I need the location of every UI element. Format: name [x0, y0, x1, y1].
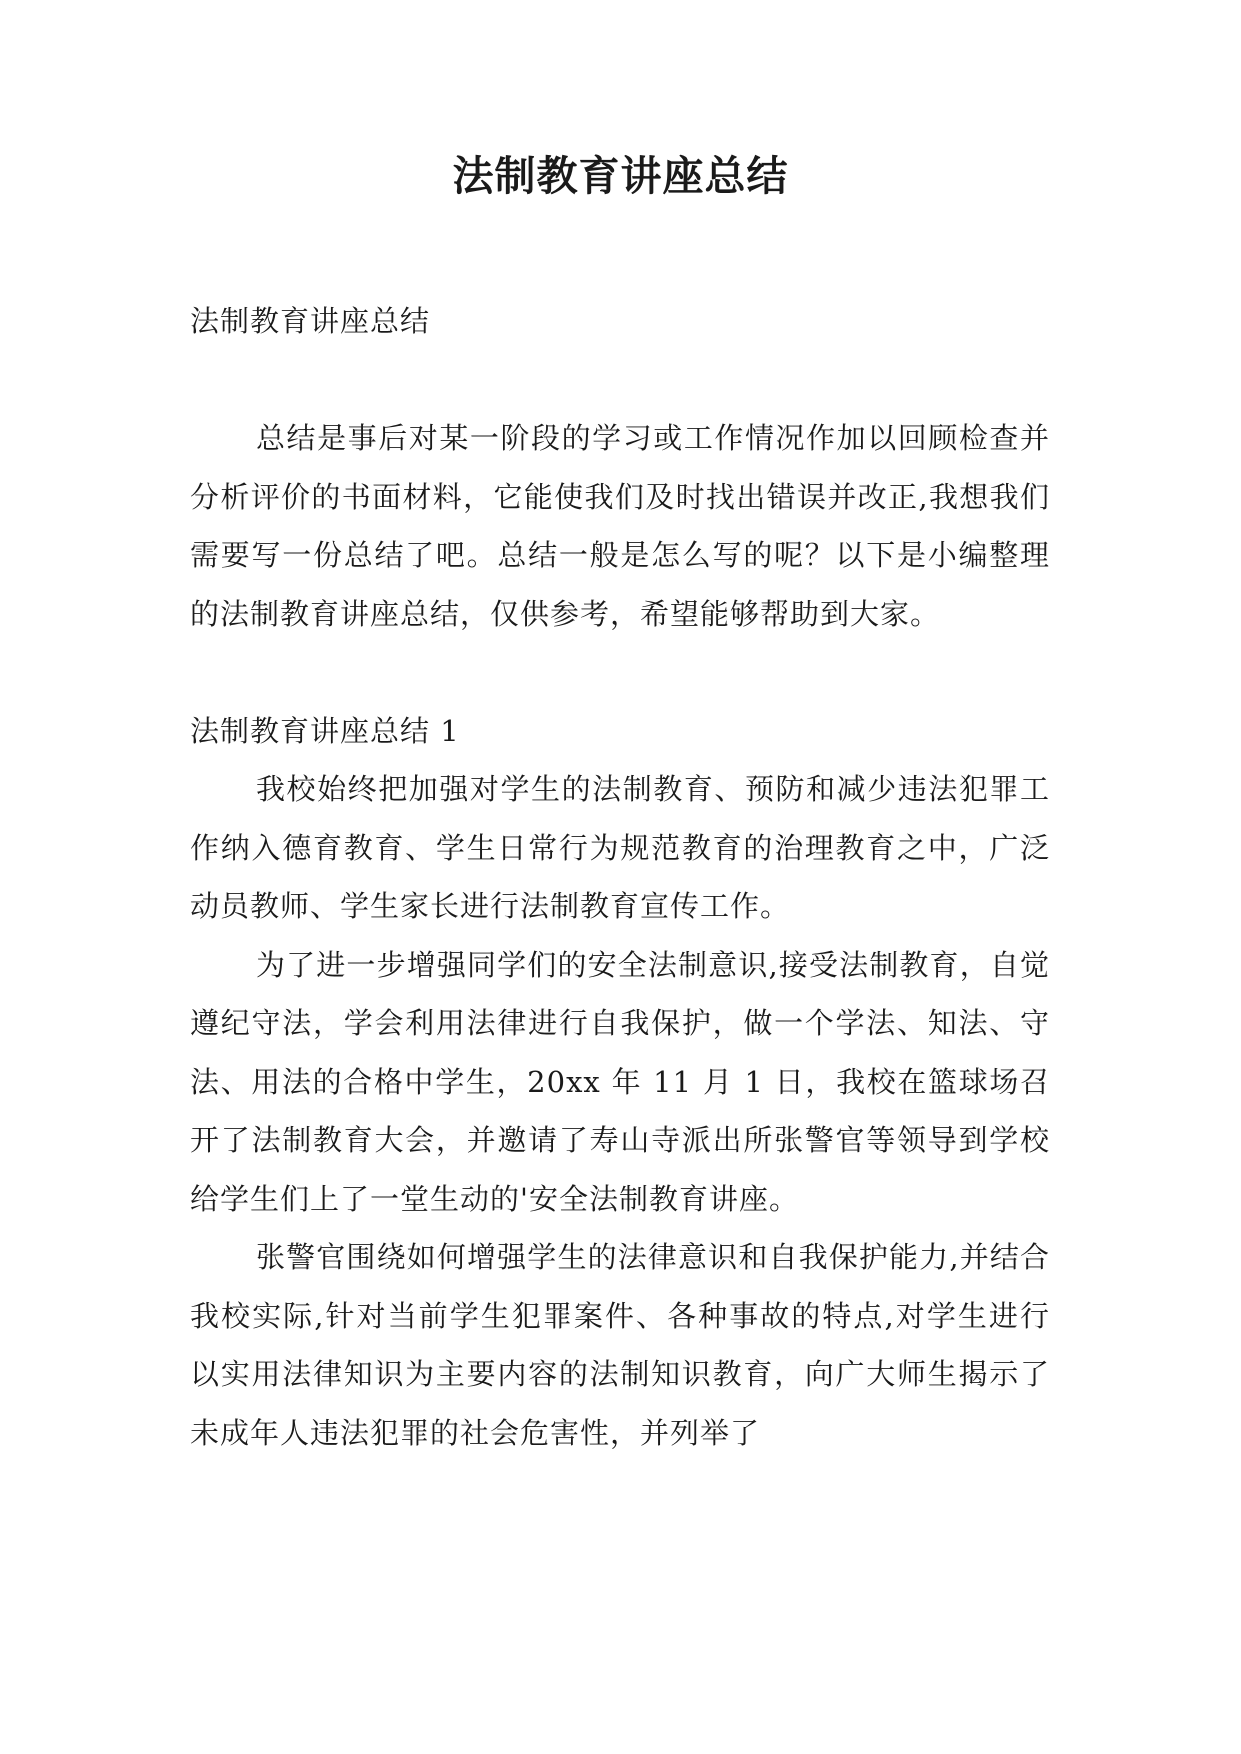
body-paragraph: 为了进一步增强同学们的安全法制意识,接受法制教育，自觉遵纪守法，学会利用法律进行自我保护，做一个学法、知法、守法、用法的合格中学生，20xx 年 11 月 1 日，我校在篮球场召开了法制教育大会，并邀请了寿山寺派出所张警官等领导到学校给学生们上了一堂生动的'安全法制教育讲座。: [190, 947, 1050, 1216]
intro-paragraph: 总结是事后对某一阶段的学习或工作情况作加以回顾检查并分析评价的书面材料，它能使我们及时找出错误并改正,我想我们需要写一份总结了吧。总结一般是怎么写的呢？以下是小编整理的法制教育讲座总结，仅供参考，希望能够帮助到大家。: [190, 421, 1050, 631]
document-title: 法制教育讲座总结: [452, 152, 789, 200]
blank-line: [190, 351, 1050, 410]
body-paragraph: 张警官围绕如何增强学生的法律意识和自我保护能力,并结合我校实际,针对当前学生犯罪案件、各种事故的特点,对学生进行以实用法律知识为主要内容的法制知识教育，向广大师生揭示了未成年人违法犯罪的社会危害性，并列举了: [190, 1240, 1050, 1450]
body-paragraph: 我校始终把加强对学生的法制教育、预防和减少违法犯罪工作纳入德育教育、学生日常行为规范教育的治理教育之中，广泛动员教师、学生家长进行法制教育宣传工作。: [190, 772, 1050, 923]
section-heading: 法制教育讲座总结 1: [190, 713, 460, 748]
document-body: [190, 292, 1050, 1462]
blank-line: [190, 643, 1050, 702]
document-subtitle: 法制教育讲座总结: [190, 304, 431, 338]
